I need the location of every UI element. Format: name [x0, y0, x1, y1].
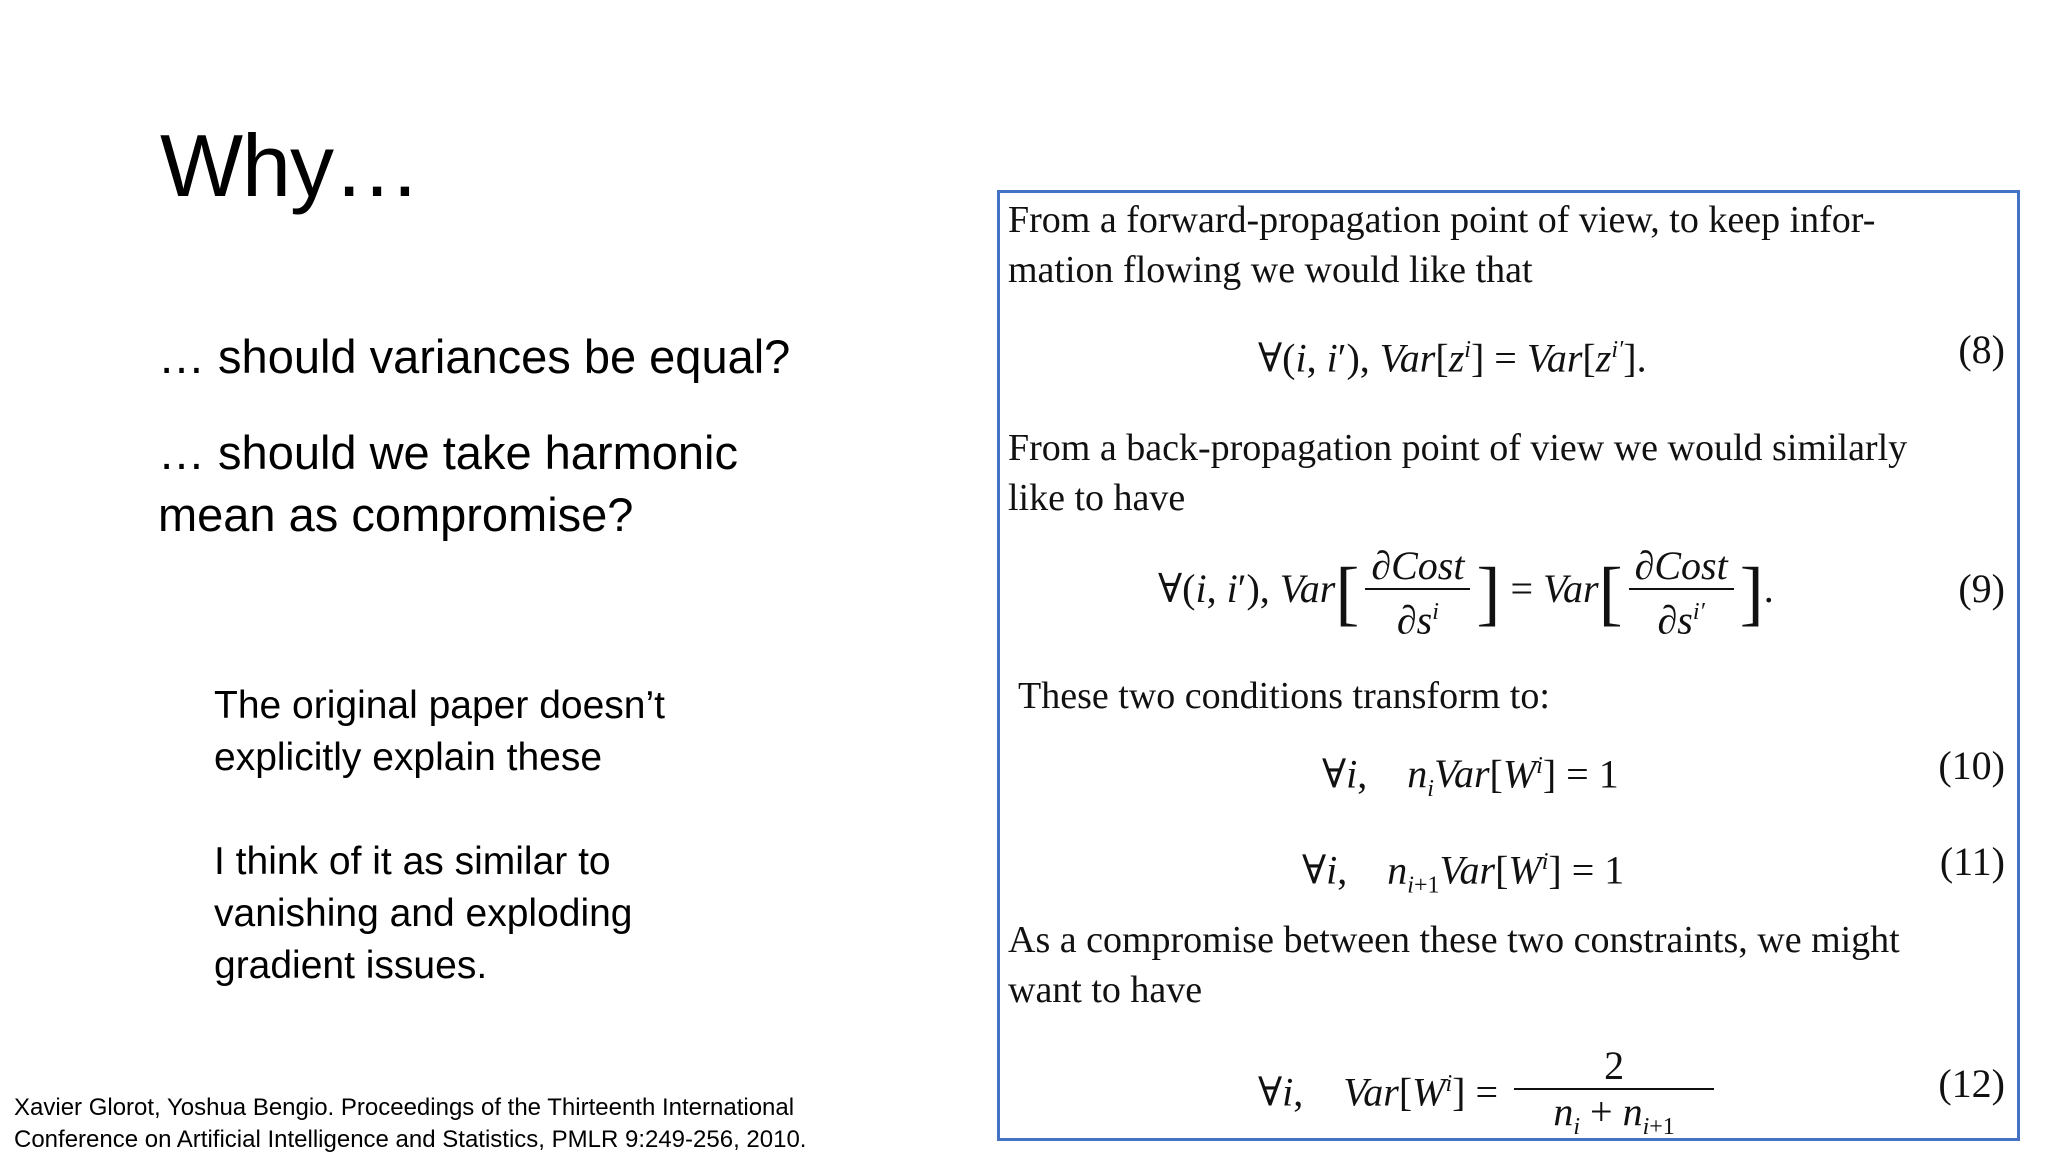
- paragraph-line: As a compromise between these two constraints, we might: [1008, 919, 1900, 961]
- equation-9: [1000, 529, 2017, 649]
- equation-8-number: (8): [1958, 327, 2005, 372]
- equation-12-formula: ∀i, $Var[W^i]$ = $\frac{2}{n_i + n_{i+1}}$: [1258, 1029, 1720, 1141]
- question-variances-equal: … should variances be equal?: [158, 330, 791, 383]
- equation-11-formula: ∀i, $n_{i+1}Var[W^i] = 1$: [1302, 847, 1625, 899]
- equation-8: [1000, 315, 2017, 385]
- equation-8-formula: ∀(i, i′), $Var[z^i] = Var[z^{i'}]$.: [1258, 335, 1647, 381]
- fraction-numerator: 2: [1604, 1042, 1625, 1088]
- equation-10-number: (10): [1938, 743, 2005, 788]
- paragraph-compromise: [1008, 915, 2008, 1015]
- note-opinion-line2: vanishing and exploding: [214, 892, 633, 935]
- paragraph-line: want to have: [1008, 969, 1203, 1011]
- paragraph-back-propagation: [1008, 423, 2008, 523]
- equation-9-number: (9): [1958, 566, 2005, 611]
- fraction-numerator: ∂Cost: [1634, 542, 1728, 588]
- citation-line2: Conference on Artificial Intelligence and Statistics, PMLR 9:249-256, 2010.: [14, 1126, 807, 1153]
- equation-10-formula: ∀i, $n_iVar[W^i] = 1$: [1322, 751, 1619, 803]
- note-paper-line1: The original paper doesn’t: [214, 684, 665, 727]
- paragraph-conditions: These two conditions transform to:: [1018, 675, 1550, 717]
- paragraph-line: From a back-propagation point of view we would similarly: [1008, 427, 1908, 469]
- paragraph-line: like to have: [1008, 477, 1186, 519]
- equation-11-number: (11): [1939, 839, 2005, 884]
- equation-11: [1000, 827, 2017, 897]
- paragraph-line: From a forward-propagation point of view, to keep infor-: [1008, 199, 1876, 241]
- note-paper-line2: explicitly explain these: [214, 736, 603, 779]
- question-harmonic-mean-line2: mean as compromise?: [158, 488, 634, 541]
- fraction-numerator: ∂Cost: [1371, 542, 1465, 588]
- paragraph-forward-propagation: [1008, 195, 2008, 295]
- paper-excerpt-box: [997, 190, 2020, 1141]
- question-harmonic-mean-line1: … should we take harmonic: [158, 426, 738, 479]
- equation-9-formula: ∀(i, i′), Var[ $\frac{\text{∂Cost}}{\partial s^i}$ ] = Var[ $\frac{\text{∂Cost}}{\partial s^{i'}}$ ].: [1158, 542, 1774, 642]
- slide-title: Why…: [160, 116, 420, 215]
- note-opinion-line3: gradient issues.: [214, 944, 488, 987]
- note-opinion-line1: I think of it as similar to: [214, 840, 611, 883]
- equation-12-number: (12): [1938, 1061, 2005, 1106]
- citation: [14, 1092, 806, 1156]
- citation-line1: Xavier Glorot, Yoshua Bengio. Proceedings of the Thirteenth International: [14, 1094, 795, 1121]
- equation-12: [1000, 1029, 2017, 1139]
- paragraph-line: mation flowing we would like that: [1008, 249, 1533, 291]
- equation-10: [1000, 731, 2017, 801]
